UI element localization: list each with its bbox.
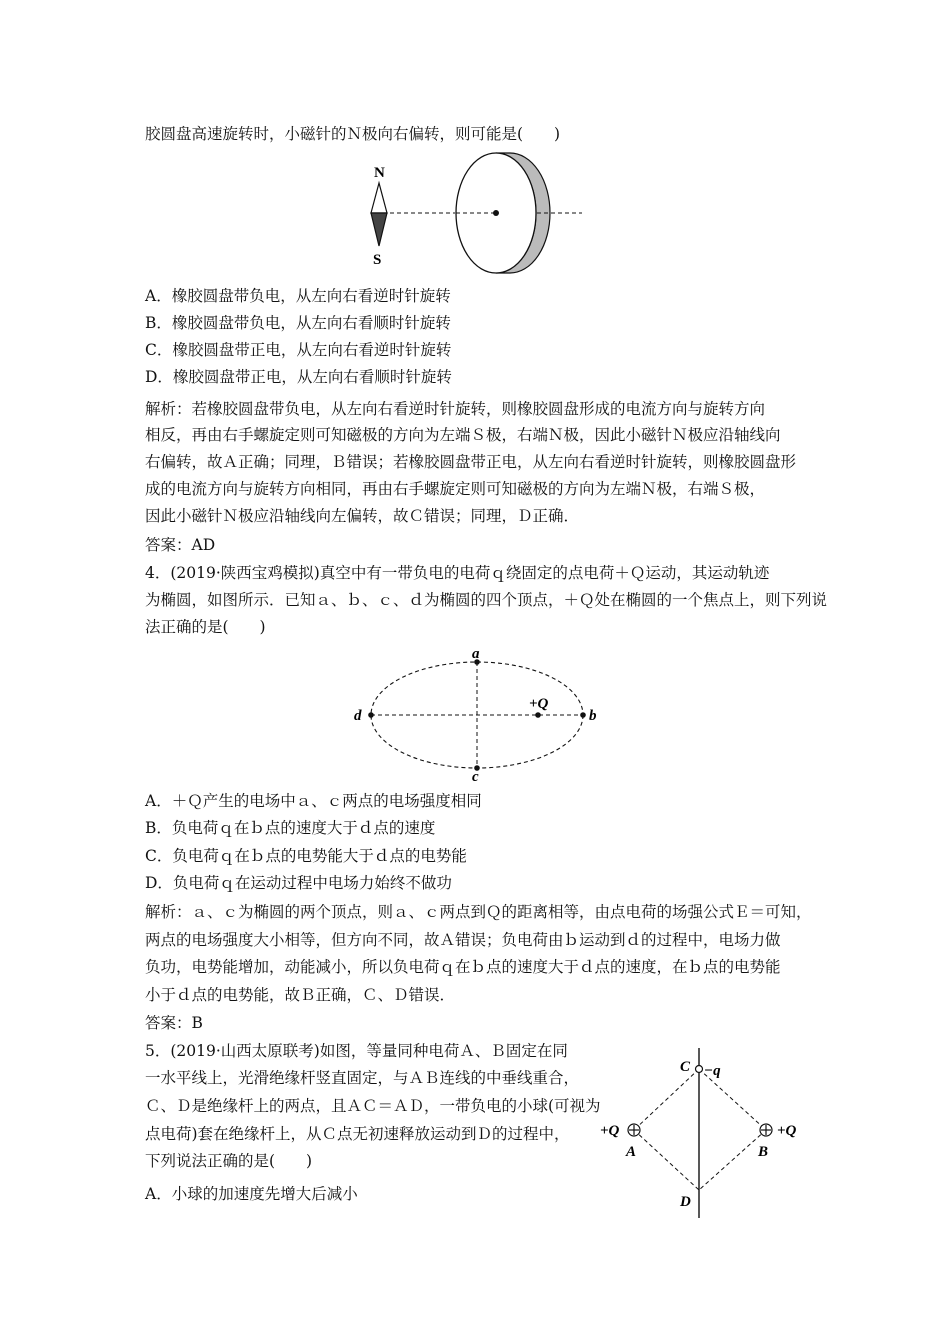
q5-stem-line: 点电荷)套在绝缘杆上，从Ｃ点无初速释放运动到Ｄ的过程中， <box>145 1125 570 1143</box>
label-b: b <box>589 708 597 724</box>
dash-a-d <box>634 1130 699 1190</box>
q5-stem-line: 一水平线上，光滑绝缘杆竖直固定，与ＡＢ连线的中垂线重合， <box>145 1069 580 1087</box>
label-a: A <box>626 1144 637 1160</box>
q5-stem-line: 5．(2019·山西太原联考)如图，等量同种电荷Ａ、Ｂ固定在同 <box>145 1042 568 1060</box>
charge-b-plus-icon <box>760 1124 772 1136</box>
ball-c-ring <box>696 1066 703 1073</box>
q4-analysis-line: 解析：ａ、ｃ为椭圆的两个顶点，则ａ、ｃ两点到Ｑ的距离相等，由点电荷的场强公式Ｅ＝可知， <box>145 903 812 921</box>
label-neg-q: −q <box>704 1063 721 1079</box>
label-d: d <box>354 708 362 724</box>
q3-analysis-line: 成的电流方向与旋转方向相同，再由右手螺旋定则可知磁极的方向为左端Ｎ极，右端Ｓ极， <box>145 480 766 498</box>
ellipse-orbit-figure <box>350 645 610 785</box>
q3-analysis-line: 因此小磁针Ｎ极应沿轴线向左偏转，故Ｃ错误；同理，Ｄ正确． <box>145 507 580 525</box>
disc-center-dot <box>493 210 499 216</box>
q3-analysis-line: 解析：若橡胶圆盘带负电，从左向右看逆时针旋转，则橡胶圆盘形成的电流方向与旋转方向 <box>145 400 766 418</box>
compass-north-half <box>371 183 387 213</box>
charge-a-plus-icon <box>628 1124 640 1136</box>
q3-analysis-line: 右偏转，故Ａ正确；同理，Ｂ错误；若橡胶圆盘带正电，从左向右看逆时针旋转，则橡胶圆盘形 <box>145 453 797 471</box>
q4-stem-line: 4．(2019·陕西宝鸡模拟)真空中有一带负电的电荷ｑ绕固定的点电荷＋Ｑ运动，其运动轨迹 <box>145 564 770 582</box>
label-plus-q: +Q <box>529 696 549 712</box>
q5-stem-line: Ｃ、Ｄ是绝缘杆上的两点，且ＡＣ＝ＡＤ，一带负电的小球(可视为 <box>145 1097 601 1115</box>
q5-option-a: A．小球的加速度先增大后减小 <box>145 1185 358 1203</box>
q4-analysis-line: 小于ｄ点的电势能，故Ｂ正确，Ｃ、Ｄ错误． <box>145 986 456 1004</box>
q3-option-a: A．橡胶圆盘带负电，从左向右看逆时针旋转 <box>145 287 451 305</box>
label-c: C <box>680 1059 691 1075</box>
label-d: D <box>680 1194 691 1210</box>
n-pole-label: N <box>374 165 385 181</box>
label-c: c <box>472 769 479 785</box>
q4-stem-line: 为椭圆，如图所示．已知ａ、ｂ、ｃ、ｄ为椭圆的四个顶点，＋Ｑ处在椭圆的一个焦点上，则下列说 <box>145 591 828 609</box>
vertex-b-dot <box>580 712 586 718</box>
compass-south-half <box>371 213 387 246</box>
label-plus-q-right: +Q <box>777 1123 797 1139</box>
dash-c-a <box>634 1069 699 1130</box>
q3-option-d: D．橡胶圆盘带正电，从左向右看顺时针旋转 <box>145 368 452 386</box>
q4-stem-line: 法正确的是( ) <box>145 618 266 636</box>
q3-option-b: B．橡胶圆盘带负电，从左向右看顺时针旋转 <box>145 314 451 332</box>
magnet-disc-figure <box>360 150 590 275</box>
s-pole-label: S <box>373 252 382 268</box>
q3-analysis-line: 相反，再由右手螺旋定则可知磁极的方向为左端Ｓ极，右端Ｎ极，因此小磁针Ｎ极应沿轴线向 <box>145 426 781 444</box>
label-b: B <box>758 1144 769 1160</box>
dash-b-d <box>699 1130 769 1190</box>
label-plus-q-left: +Q <box>600 1123 620 1139</box>
q3-stem: 胶圆盘高速旋转时，小磁针的Ｎ极向右偏转，则可能是( ) <box>145 125 561 143</box>
q4-option-a: A．＋Ｑ产生的电场中ａ、ｃ两点的电场强度相同 <box>145 792 482 810</box>
label-a: a <box>472 646 480 662</box>
q4-option-c: C．负电荷ｑ在ｂ点的电势能大于ｄ点的电势能 <box>145 847 467 865</box>
q3-answer: 答案：AD <box>145 536 216 554</box>
q4-option-d: D．负电荷ｑ在运动过程中电场力始终不做功 <box>145 874 452 892</box>
charges-rod-figure <box>596 1048 816 1220</box>
q4-analysis-line: 两点的电场强度大小相等，但方向不同，故Ａ错误；负电荷由ｂ运动到ｄ的过程中，电场力做 <box>145 931 781 949</box>
q3-option-c: C．橡胶圆盘带正电，从左向右看逆时针旋转 <box>145 341 452 359</box>
q4-option-b: B．负电荷ｑ在ｂ点的速度大于ｄ点的速度 <box>145 819 436 837</box>
vertex-d-dot <box>368 712 374 718</box>
q5-stem-line: 下列说法正确的是( ) <box>145 1152 313 1170</box>
q4-analysis-line: 负功，电势能增加，动能减小，所以负电荷ｑ在ｂ点的速度大于ｄ点的速度，在ｂ点的电势能 <box>145 958 781 976</box>
focus-q-dot <box>535 712 541 718</box>
q4-answer: 答案：B <box>145 1014 203 1032</box>
